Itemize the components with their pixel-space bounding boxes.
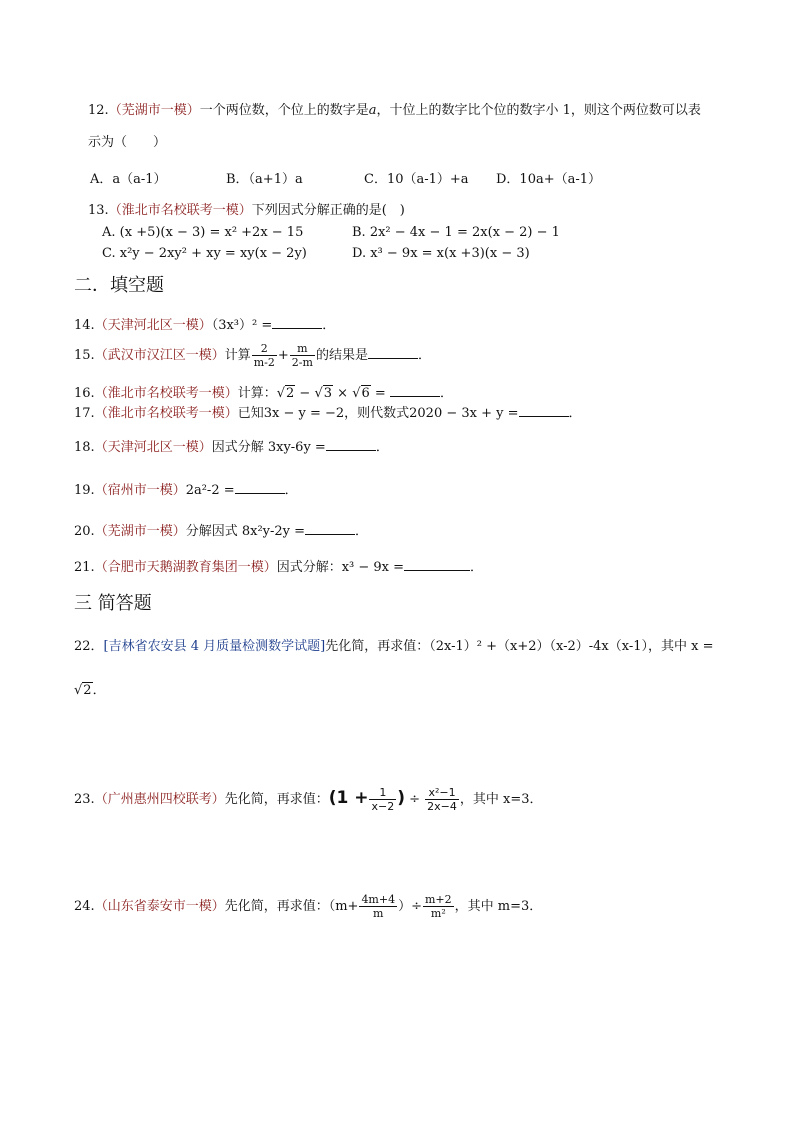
question-source: （宿州市一模） xyxy=(94,483,186,498)
question-number: 22． xyxy=(74,639,104,654)
section-heading-short-answer: 三 简答题 xyxy=(74,593,152,614)
question-number: 24. xyxy=(74,899,95,914)
variable: a xyxy=(368,103,377,118)
period: ． xyxy=(284,483,298,498)
question-number: 23. xyxy=(74,792,95,807)
question-text: 先化简，再求值：（m+ xyxy=(224,899,359,914)
period: ． xyxy=(470,560,484,575)
question-source: [吉林省农安县 4 月质量检测数学试题] xyxy=(103,639,326,654)
numerator: x²−1 xyxy=(425,786,459,800)
answer-blank[interactable] xyxy=(235,481,285,494)
numerator: 1 xyxy=(369,786,396,800)
numerator: 2 xyxy=(252,342,277,356)
period: ． xyxy=(439,386,453,401)
fraction xyxy=(252,342,277,369)
option-d: D．10a+（a-1） xyxy=(496,172,602,187)
question-text: 一个两位数，个位上的数字是 xyxy=(199,103,369,118)
operator: × xyxy=(333,386,353,401)
question-source: （山东省泰安市一模） xyxy=(94,899,225,914)
question-source: （淮北市名校联考一模） xyxy=(108,203,252,218)
option-a: A．a（a-1） xyxy=(90,172,167,187)
question-22-line2 xyxy=(74,682,106,700)
question-12 xyxy=(88,102,701,120)
numerator: 4m+4 xyxy=(361,893,396,906)
question-number: 19. xyxy=(74,483,95,498)
numerator: m xyxy=(290,342,315,356)
question-12-line2: 示为（ ） xyxy=(88,135,167,150)
question-text: 先化简，再求值： xyxy=(224,792,329,807)
question-23 xyxy=(74,786,543,813)
denominator: m xyxy=(373,907,384,920)
question-text: ，其中 m=3． xyxy=(454,899,543,914)
option-d: D. x³ − 9x = x(x +3)(x − 3) xyxy=(352,246,530,261)
question-text: 分解因式 8x²y-2y = xyxy=(185,524,306,539)
question-text: 下列因式分解正确的是( ) xyxy=(251,203,405,218)
question-text: 2a²-2 = xyxy=(185,483,235,498)
question-text: 计算 xyxy=(224,348,251,363)
question-source: （淮北市名校联考一模） xyxy=(94,406,238,421)
question-18 xyxy=(74,438,389,457)
question-number: 18. xyxy=(74,440,95,455)
question-text: ，其中 x=3． xyxy=(459,792,543,807)
radicand: 3 xyxy=(323,386,333,401)
question-text: ，十位上的数字比个位的数字小 1，则这个两位数可以表 xyxy=(376,103,701,118)
period: ． xyxy=(568,406,582,421)
question-text: 因式分解：x³ − 9x = xyxy=(276,560,405,575)
question-number: 20. xyxy=(74,524,95,539)
operator: − xyxy=(295,386,315,401)
question-text: 先化简，再求值：（2x-1）² +（x+2）（x-2）-4x（x-1），其中 x = xyxy=(325,639,714,654)
question-source: （天津河北区一模） xyxy=(94,318,212,333)
option-a: A. (x +5)(x − 3) = x² +2x − 15 xyxy=(102,225,304,240)
answer-blank[interactable] xyxy=(404,558,470,571)
sqrt-symbol: √2 xyxy=(74,683,92,698)
question-number: 17. xyxy=(74,406,95,421)
sqrt-symbol: √3 xyxy=(314,386,333,401)
option-c: C. x²y − 2xy² + xy = xy(x − 2y) xyxy=(102,246,307,261)
question-source: （武汉市汉江区一模） xyxy=(94,348,225,363)
denominator: 2-m xyxy=(291,356,313,369)
radicand: 6 xyxy=(361,386,370,401)
fraction xyxy=(290,342,315,369)
question-16 xyxy=(74,384,453,403)
question-number: 13. xyxy=(88,203,109,218)
radicand: 2 xyxy=(83,683,92,698)
fraction xyxy=(369,786,396,813)
question-source: （芜湖市一模） xyxy=(108,103,200,118)
answer-blank[interactable] xyxy=(390,384,440,397)
answer-blank[interactable] xyxy=(305,522,355,535)
period: ． xyxy=(355,524,369,539)
question-13 xyxy=(88,202,405,220)
question-19 xyxy=(74,481,298,500)
option-c: C．10（a-1）+a xyxy=(364,172,469,187)
question-text: 因式分解 3xy-6y = xyxy=(211,440,326,455)
question-22 xyxy=(74,638,714,656)
answer-blank[interactable] xyxy=(326,438,376,451)
question-24 xyxy=(74,893,542,920)
option-b: B．（a+1）a xyxy=(226,172,303,187)
question-20 xyxy=(74,522,368,541)
period: ． xyxy=(322,318,336,333)
radicand: 2 xyxy=(286,386,295,401)
denominator: x−2 xyxy=(371,800,395,813)
question-number: 12. xyxy=(88,103,109,118)
answer-blank[interactable] xyxy=(368,346,418,359)
paren-close: ) xyxy=(397,788,405,808)
question-14 xyxy=(74,316,335,335)
operator: ）÷ xyxy=(398,899,422,914)
question-text: 计算： xyxy=(237,386,277,401)
denominator: m² xyxy=(430,907,446,920)
question-number: 15. xyxy=(74,348,95,363)
option-b: B. 2x² − 4x − 1 = 2x(x − 2) − 1 xyxy=(352,225,560,240)
question-number: 16. xyxy=(74,386,95,401)
denominator: 2x−4 xyxy=(427,800,457,813)
numerator: m+2 xyxy=(425,893,452,906)
paren-open: (1 + xyxy=(328,788,369,808)
operator: ÷ xyxy=(405,792,425,807)
section-heading-fill-in: 二．填空题 xyxy=(74,275,164,296)
question-source: （天津河北区一模） xyxy=(94,440,212,455)
fraction xyxy=(423,893,454,920)
question-15 xyxy=(74,342,431,369)
question-source: （芜湖市一模） xyxy=(94,524,186,539)
denominator: m-2 xyxy=(253,356,275,369)
question-text: 的结果是 xyxy=(315,348,368,363)
question-21 xyxy=(74,558,483,577)
fraction xyxy=(359,893,397,920)
sqrt-symbol: √2 xyxy=(276,386,295,401)
answer-blank[interactable] xyxy=(519,404,569,417)
question-source: （合肥市天鹅湖教育集团一模） xyxy=(94,560,277,575)
question-text: （3x³）² = xyxy=(211,318,273,333)
sqrt-symbol: √6 xyxy=(352,386,370,401)
question-number: 21. xyxy=(74,560,95,575)
operator: = xyxy=(370,386,390,401)
fraction xyxy=(425,786,459,813)
question-source: （广州惠州四校联考） xyxy=(94,792,225,807)
question-number: 14. xyxy=(74,318,95,333)
period: ． xyxy=(375,440,389,455)
operator: + xyxy=(277,348,289,363)
question-text: 已知3x − y = −2，则代数式2020 − 3x + y = xyxy=(237,406,519,421)
question-source: （淮北市名校联考一模） xyxy=(94,386,238,401)
period: ． xyxy=(417,348,431,363)
question-17 xyxy=(74,404,582,423)
answer-blank[interactable] xyxy=(272,316,322,329)
period: ． xyxy=(92,683,106,698)
